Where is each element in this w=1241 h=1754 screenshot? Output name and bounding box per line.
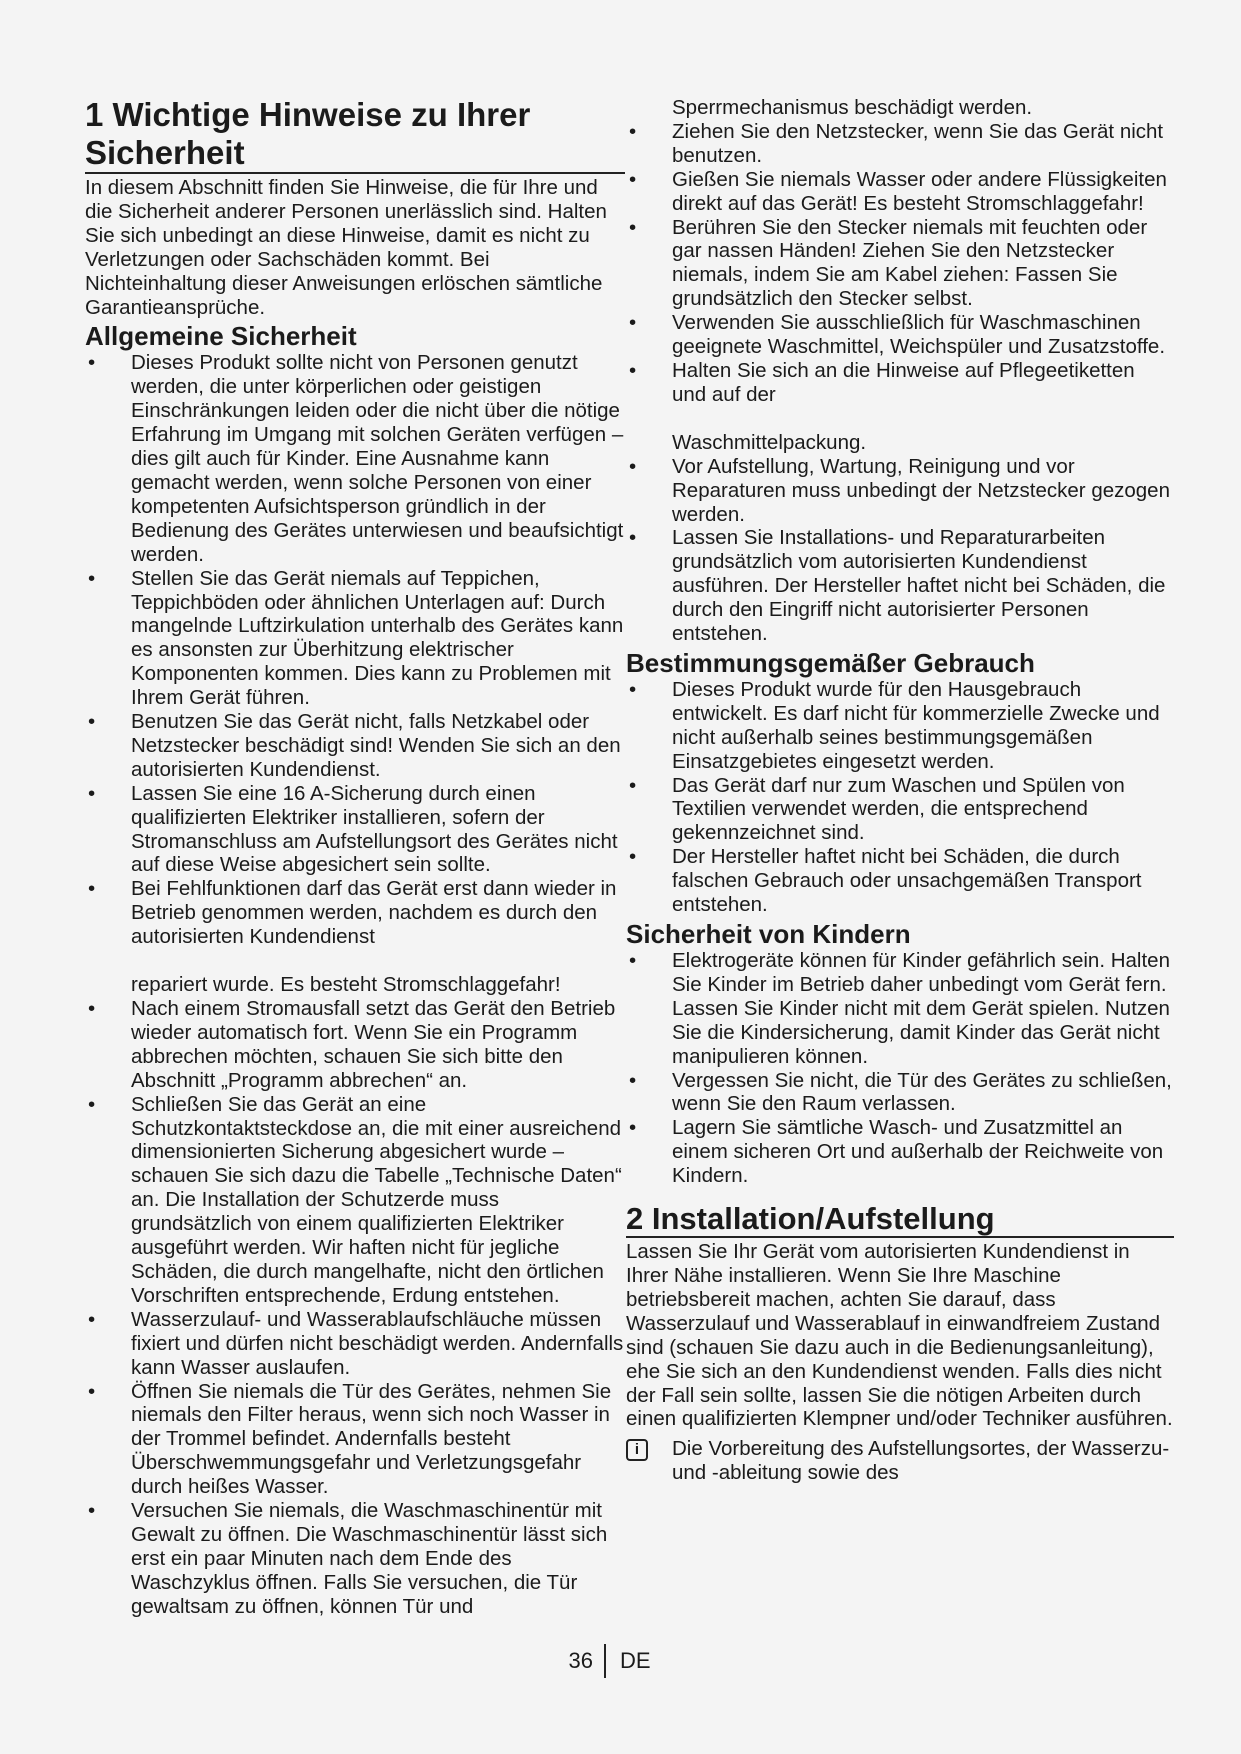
spacer xyxy=(626,407,1174,431)
list-item: • Halten Sie sich an die Hinweise auf Pflegeetiketten und auf der xyxy=(626,359,1174,407)
general-safety-list-cont xyxy=(85,997,625,1619)
list-item: • Bei Fehlfunktionen darf das Gerät erst dann wieder in Betrieb genommen werden, nachdem es durch den autorisierten Kundendienst xyxy=(85,877,625,949)
list-item: • Lassen Sie Installations- und Reparaturarbeiten grundsätzlich vom autorisierten Kundendienst ausführen. Der Hersteller haftet nicht bei Schäden, die durch den Eingriff nicht autorisierter Personen entstehen. xyxy=(626,526,1174,646)
list-item: • Verwenden Sie ausschließlich für Waschmaschinen geeignete Waschmittel, Weichspüler und Zusatzstoffe. xyxy=(626,311,1174,359)
list-item: • Lagern Sie sämtliche Wasch- und Zusatzmittel an einem sicheren Ort und außerhalb der Reichweite von Kindern. xyxy=(626,1116,1174,1188)
section-2-title: 2 Installation/Aufstellung xyxy=(626,1201,995,1237)
footer-divider xyxy=(604,1644,606,1678)
list-item: • Das Gerät darf nur zum Waschen und Spülen von Textilien verwendet werden, die entsprechend gekennzeichnet sind. xyxy=(626,774,1174,846)
list-item: • Versuchen Sie niemals, die Waschmaschinentür mit Gewalt zu öffnen. Die Waschmaschinentür lässt sich erst ein paar Minuten nach dem Ende des Waschzyklus öffnen. Falls Sie versuchen, die Tür gewaltsam zu öffnen, können Tür und xyxy=(85,1499,625,1619)
list-item: • Der Hersteller haftet nicht bei Schäden, die durch falschen Gebrauch oder unsachgemäßen Transport entstehen. xyxy=(626,845,1174,917)
list-item: • Öffnen Sie niemals die Tür des Gerätes, nehmen Sie niemals den Filter heraus, wenn sich noch Wasser in der Trommel befindet. Andernfalls besteht Überschwemmungsgefahr und Verletzungsgefahr durch heißes Wasser. xyxy=(85,1380,625,1500)
list-item: • Lassen Sie eine 16 A-Sicherung durch einen qualifizierten Elektriker installieren, sofern der Stromanschluss am Aufstellungsort des Gerätes nicht auf diese Weise abgesichert sein sollte. xyxy=(85,782,625,878)
section-1-heading-block xyxy=(85,96,625,174)
language-code: DE xyxy=(620,1648,651,1673)
list-item: • Nach einem Stromausfall setzt das Gerät den Betrieb wieder automatisch fort. Wenn Sie ein Programm abbrechen möchten, schauen Sie sich bitte den Abschnitt „Programm abbrechen“ an. xyxy=(85,997,625,1093)
general-safety-heading: Allgemeine Sicherheit xyxy=(85,321,357,352)
list-item-continuation: Sperrmechanismus beschädigt werden. xyxy=(672,96,1033,119)
list-item: • Schließen Sie das Gerät an eine Schutzkontaktsteckdose an, die mit einer ausreichend dimensionierten Sicherung abgesichert wurde – schauen Sie sich dazu die Tabelle „Technische Daten“ an. Die Installation der Schutzerde muss grundsätzlich von einem qualifizierten Elektriker ausgeführt werden. Wir haften nicht für jegliche Schäden, die durch mangelhafte, nicht den örtlichen Vorschriften entsprechende, Erdung entstehen. xyxy=(85,1093,625,1308)
list-item: • Benutzen Sie das Gerät nicht, falls Netzkabel oder Netzstecker beschädigt sind! Wenden Sie sich an den autorisierten Kundendienst. xyxy=(85,710,625,782)
list-item: • Berühren Sie den Stecker niemals mit feuchten oder gar nassen Händen! Ziehen Sie den Netzstecker niemals, indem Sie am Kabel ziehen: Fassen Sie grundsätzlich den Stecker selbst. xyxy=(626,216,1174,312)
safety-list-right-cont xyxy=(626,455,1174,646)
spacer xyxy=(85,949,625,973)
list-item: • Vergessen Sie nicht, die Tür des Gerätes zu schließen, wenn Sie den Raum verlassen. xyxy=(626,1069,1174,1117)
child-safety-heading: Sicherheit von Kindern xyxy=(626,919,911,949)
info-icon: i xyxy=(626,1439,648,1461)
list-item: • Dieses Produkt wurde für den Hausgebrauch entwickelt. Es darf nicht für kommerzielle Zwecke und nicht außerhalb seines bestimmungsgemäßen Einsatzgebietes eingesetzt werden. xyxy=(626,678,1174,774)
list-item: • Ziehen Sie den Netzstecker, wenn Sie das Gerät nicht benutzen. xyxy=(626,120,1174,168)
child-safety-list xyxy=(626,949,1174,1188)
list-item: • Elektrogeräte können für Kinder gefährlich sein. Halten Sie Kinder im Betrieb daher unbedingt vom Gerät fern. Lassen Sie Kinder nicht mit dem Gerät spielen. Nutzen Sie die Kindersicherung, damit Kinder das Gerät nicht manipulieren können. xyxy=(626,949,1174,1069)
safety-list-right xyxy=(626,120,1174,407)
left-column xyxy=(85,96,625,1619)
general-safety-list xyxy=(85,351,625,949)
section-2-intro: Lassen Sie Ihr Gerät vom autorisierten Kundendienst in Ihrer Nähe installieren. Wenn Sie Ihre Maschine betriebsbereit machen, achten Sie darauf, dass Wasserzulauf und Wasserablauf in einwandfreiem Zustand sind (schauen Sie dazu auch in die Bedienungsanleitung), ehe Sie sich an den Kundendienst wenden. Falls dies nicht der Fall sein sollte, lassen Sie die nötigen Arbeiten durch einen qualifizierten Klempner und/oder Techniker ausführen. xyxy=(626,1240,1173,1431)
info-note-text: Die Vorbereitung des Aufstellungsortes, der Wasserzu- und -ableitung sowie des xyxy=(672,1437,1170,1485)
intended-use-heading: Bestimmungsgemäßer Gebrauch xyxy=(626,647,1035,678)
intended-use-list xyxy=(626,678,1174,917)
list-item: • Stellen Sie das Gerät niemals auf Teppichen, Teppichböden oder ähnlichen Unterlagen auf: Durch mangelnde Luftzirkulation unterhalb des Gerätes kann es ansonsten zur Überhitzung elektrischer Komponenten kommen. Dies kann zu Problemen mit Ihrem Gerät führen. xyxy=(85,567,625,710)
list-item-continuation: repariert wurde. Es besteht Stromschlaggefahr! xyxy=(131,973,561,997)
list-item: • Gießen Sie niemals Wasser oder andere Flüssigkeiten direkt auf das Gerät! Es besteht Stromschlaggefahr! xyxy=(626,168,1174,216)
info-note xyxy=(626,1437,1174,1485)
section-1-intro: In diesem Abschnitt finden Sie Hinweise, die für Ihre und die Sicherheit anderer Personen unerlässlich sind. Halten Sie sich unbedingt an diese Hinweise, damit es nicht zu Verletzungen oder Sachschäden kommt. Bei Nichteinhaltung dieser Anweisungen erlöschen sämtliche Garantieansprüche. xyxy=(85,176,607,319)
list-item: • Wasserzulauf- und Wasserablaufschläuche müssen fixiert und dürfen nicht beschädigt werden. Andernfalls kann Wasser auslaufen. xyxy=(85,1308,625,1380)
list-item: • Vor Aufstellung, Wartung, Reinigung und vor Reparaturen muss unbedingt der Netzstecker gezogen werden. xyxy=(626,455,1174,527)
page-number: 36 xyxy=(568,1648,593,1673)
list-item: • Dieses Produkt sollte nicht von Personen genutzt werden, die unter körperlichen oder geistigen Einschränkungen leiden oder die nicht über die nötige Erfahrung im Umgang mit solchen Geräten verfügen – dies gilt auch für Kinder. Eine Ausnahme kann gemacht werden, wenn solche Personen von einer kompetenten Aufsichtsperson gründlich in der Bedienung des Gerätes unterwiesen und beaufsichtigt werden. xyxy=(85,351,625,566)
list-item-continuation: Waschmittelpackung. xyxy=(672,430,867,454)
section-2-heading-block xyxy=(626,1202,1174,1238)
section-1-title: 1 Wichtige Hinweise zu Ihrer Sicherheit xyxy=(85,96,531,171)
right-column xyxy=(626,96,1174,1485)
